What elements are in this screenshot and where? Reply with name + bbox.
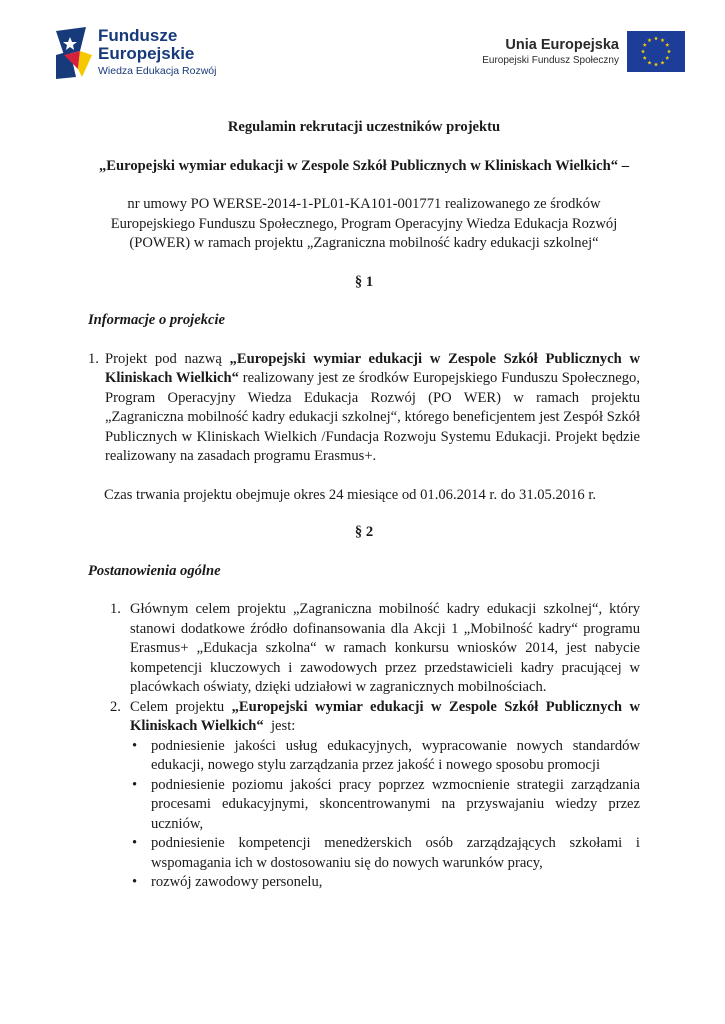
page-header [0,22,725,82]
project-name-bold: „Europejski wymiar edukacji w Zespole Szkół Publicznych w Kliniskach Wielkich“ [105,350,640,386]
bullet-icon: • [132,835,138,851]
bullet-icon: • [132,776,138,793]
bullet-text: rozwój zawodowy personelu, [151,874,323,890]
item-text-pre: Celem projektu [130,698,232,715]
section-2-item-1 [110,600,640,698]
bullet-icon: • [132,737,138,754]
agreement-line-1: nr umowy PO WERSE-2014-1-PL01-KA101-001771 realizowanego ze środków [127,196,601,212]
ue-logo-text [482,37,619,67]
section-1-mark: § 1 [354,273,374,290]
agreement-line-3: (POWER) w ramach projektu „Zagraniczna mobilność kadry edukacji szkolnej“ [129,235,599,251]
bullet-text: podniesienie kompetencji menedżerskich osób zarządzających szkołami i wspomagania ich w dostosowaniu się do nowych warunków pracy, [151,835,640,871]
section-2-item-2 [110,698,640,893]
fe-logo-text [98,27,216,78]
section-1-heading: Informacje o projekcie [88,312,225,328]
fe-star-logo-icon [56,25,92,79]
goals-bullet-list [130,737,640,893]
item-text-pre: Projekt pod nazwą [105,350,230,367]
fe-logo-line3: Wiedza Edukacja Rozwój [98,65,217,77]
item-text-post: realizowany jest ze środków Europejskiego Funduszu Społecznego, Program Operacyjny Wiedza Edukacja Rozwój (PO WER) w ramach projektu „Zagraniczna mobilność kadry edukacji szkolnej“, którego beneficjentem jest Zespół Szkół Publicznych w Kliniskach Wielkich /Fundacja Rozwoju Systemu Edukacji. Projekt będzie realizowany na zasadach programu Erasmus+. [105,370,641,464]
item-text-post: jest: [263,718,296,734]
bullet-item [130,776,640,835]
item-number: 1. [88,350,99,367]
project-duration: Czas trwania projektu obejmuje okres 24 miesiące od 01.06.2014 r. do 31.05.2016 r. [104,486,597,503]
fe-logo-line1: Fundusze [98,26,178,45]
document-title: Regulamin rekrutacji uczestników projektu [227,119,501,135]
bullet-text: podniesienie poziomu jakości pracy poprzez wzmocnienie strategii zarządzania procesami edukacyjnymi, skoncentrowanymi na przyswajaniu wiedzy przez uczniów, [151,776,640,832]
section-2-list [110,600,640,893]
item-number: 1. [110,601,121,617]
section-2-mark: § 2 [354,524,374,540]
bullet-item [130,737,640,776]
agreement-paragraph [88,195,640,254]
document-body [88,118,640,893]
section-1-item-1 [88,350,640,467]
item-text: Głównym celem projektu „Zagraniczna mobilność kadry edukacji szkolnej“, który stanowi dodatkowe źródło dofinansowania dla Akcji 1 „Mobilność kadry“ programu Erasmus+ „Edukacja szkolna“ w ramach konkursu wniosków 2014, jest nabycie kompetencji kluczowych i zawodowych przez przedstawicieli kadry pracującej w placówkach oświaty, dzięki udziałowi w zagranicznych mobilnościach. [130,601,640,695]
project-name-line: „Europejski wymiar edukacji w Zespole Szkół Publicznych w Kliniskach Wielkich“ – [98,157,630,174]
eu-flag-icon [627,31,685,72]
bullet-item [130,834,640,873]
bullet-item [130,873,640,893]
unia-europejska-logo [482,31,685,73]
fundusze-europejskie-logo [56,25,256,81]
item-number: 2. [110,698,121,715]
bullet-icon: • [132,874,138,890]
project-name-bold: „Europejski wymiar edukacji w Zespole Szkół Publicznych w Kliniskach Wielkich“ [130,698,640,734]
bullet-text: podniesienie jakości usług edukacyjnych, wypracowanie nowych standardów edukacji, nowego stylu zarządzania przez jakość i nowego sposobu promocji [151,737,640,773]
section-2-heading: Postanowienia ogólne [88,562,221,579]
fe-logo-line2: Europejskie [98,44,195,63]
agreement-line-2: Europejskiego Funduszu Społecznego, Program Operacyjny Wiedza Edukacja Rozwój [110,215,618,232]
ue-logo-line2: Europejski Fundusz Społeczny [482,55,619,66]
ue-logo-line1: Unia Europejska [505,37,619,53]
